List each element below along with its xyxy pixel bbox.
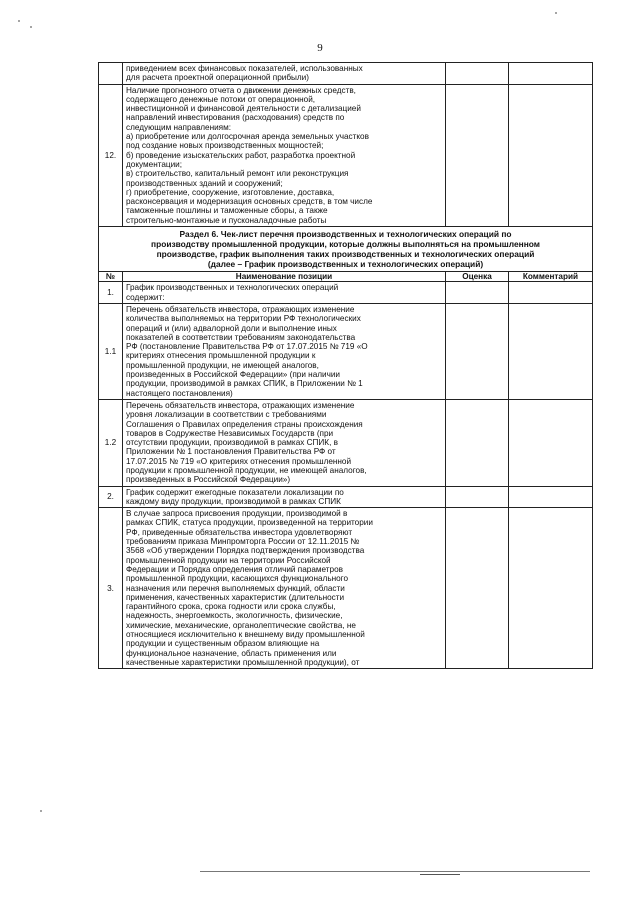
page-number: 9 bbox=[317, 42, 323, 54]
header-comment: Комментарий bbox=[509, 272, 593, 282]
comment-cell bbox=[509, 282, 593, 304]
row-text: График содержит ежегодные показатели локализации по каждому виду продукции, производимой в рамках СПИК bbox=[123, 486, 446, 508]
row-text: Наличие прогнозного отчета о движении денежных средств, содержащего денежные потоки от операционной, инвестиционной и финансовой деятельности с детализацией направлений инвестирования (расходования) средств по следующим направлениям: а) приобретение или долгосрочная аренда земельных участков под создание новых производственных мощностей; б) проведение изыскательских работ, разработка проектной документации; в) строительство, капитальный ремонт или реконструкция производственных зданий и сооружений; г) приобретение, сооружение, изготовление, доставка, расконсервация и модернизация основных средств, в том числе таможенные пошлины и таможенные сборы, а также строительно-монтажные и пусконаладочные работы bbox=[123, 84, 446, 226]
comment-cell bbox=[509, 84, 593, 226]
row-number: 12. bbox=[99, 84, 123, 226]
table-row bbox=[99, 399, 593, 486]
footer-rule-short bbox=[420, 874, 460, 875]
scan-speck bbox=[30, 26, 32, 28]
row-text: Перечень обязательств инвестора, отражающих изменение уровня локализации в соответствии с требованиями Соглашения о Правилах определения страны происхождения товаров в Содружестве Независимых Государств (при отсутствии продукции, производимой в рамках СПИК, в Приложении № 1 постановления Правительства РФ от 17.07.2015 № 719 «О критериях отнесения промышленной продукции к промышленной продукции, не имеющей аналогов, произведенных в Российской Федерации») bbox=[123, 399, 446, 486]
row-number: 1.2 bbox=[99, 399, 123, 486]
column-header-row bbox=[99, 272, 593, 282]
checklist-table bbox=[98, 62, 593, 669]
table-row bbox=[99, 63, 593, 85]
row-text: График производственных и технологических операций содержит: bbox=[123, 282, 446, 304]
score-cell bbox=[446, 486, 509, 508]
row-number: 2. bbox=[99, 486, 123, 508]
row-text: В случае запроса присвоения продукции, производимой в рамках СПИК, статуса продукции, произведенной на территории РФ, приведенные обязательства инвестора удовлетворяют требованиям приказа Минпромторга России от 12.11.2015 № 3568 «Об утверждении Порядка подтверждения производства промышленной продукции на территории Российской Федерации и Порядка определения отличий параметров промышленной продукции, касающихся функционального назначения или перечня выполняемых функций, области применения, качественных характеристик (длительности гарантийного срока, срока годности или срока службы, надежность, энергоемкость, экологичность, физические, химические, механические, органолептические свойства, не относящиеся исключительно к внешнему виду промышленной продукции и существенным образом влияющие на функциональное назначение, область применения или качественные характеристики промышленной продукции), от bbox=[123, 508, 446, 669]
scan-speck bbox=[18, 20, 20, 22]
score-cell bbox=[446, 282, 509, 304]
scan-speck bbox=[555, 12, 557, 14]
section-header-row bbox=[99, 227, 593, 272]
comment-cell bbox=[509, 63, 593, 85]
table-row bbox=[99, 84, 593, 226]
footer-rule bbox=[200, 871, 590, 872]
row-number bbox=[99, 63, 123, 85]
row-number: 1.1 bbox=[99, 303, 123, 399]
scan-speck bbox=[40, 810, 42, 812]
row-number: 3. bbox=[99, 508, 123, 669]
score-cell bbox=[446, 63, 509, 85]
table-row bbox=[99, 486, 593, 508]
table-row bbox=[99, 282, 593, 304]
score-cell bbox=[446, 303, 509, 399]
row-number: 1. bbox=[99, 282, 123, 304]
score-cell bbox=[446, 508, 509, 669]
row-text: приведением всех финансовых показателей, использованных для расчета проектной операционной прибыли) bbox=[123, 63, 446, 85]
header-num: № bbox=[99, 272, 123, 282]
comment-cell bbox=[509, 508, 593, 669]
table-row bbox=[99, 508, 593, 669]
score-cell bbox=[446, 399, 509, 486]
header-score: Оценка bbox=[446, 272, 509, 282]
comment-cell bbox=[509, 303, 593, 399]
comment-cell bbox=[509, 399, 593, 486]
section-title: Раздел 6. Чек-лист перечня производственных и технологических операций по производству промышленной продукции, которые должны выполняться на промышленном производстве, график выполнения таких производственных и технологических операций (далее – График производственных и технологических операций) bbox=[99, 227, 593, 272]
comment-cell bbox=[509, 486, 593, 508]
table-row bbox=[99, 303, 593, 399]
row-text: Перечень обязательств инвестора, отражающих изменение количества выполняемых на территории РФ технологических операций и (или) адвалорной доли и выполнение иных показателей в соответствии требованиям законодательства РФ (постановление Правительства РФ от 17.07.2015 № 719 «О критериях отнесения промышленной продукции к промышленной продукции, не имеющей аналогов, произведенных в Российской Федерации» (при наличии продукции, производимой в рамках СПИК, в Приложении № 1 настоящего постановления) bbox=[123, 303, 446, 399]
header-name: Наименование позиции bbox=[123, 272, 446, 282]
score-cell bbox=[446, 84, 509, 226]
